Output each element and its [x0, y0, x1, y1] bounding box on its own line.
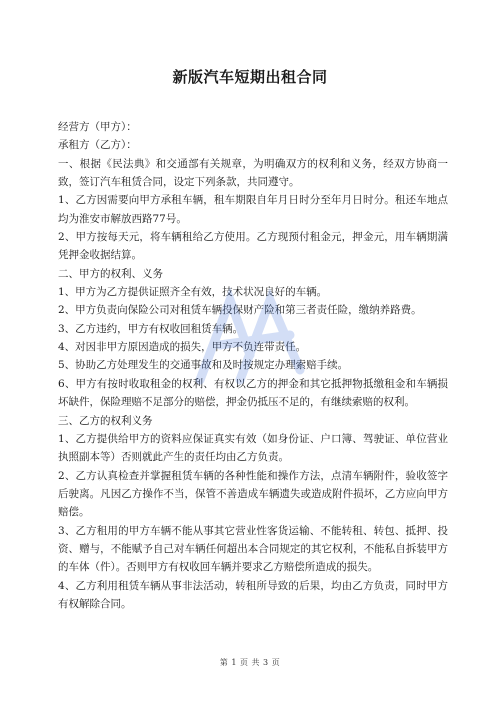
- clause-a-4: 4、对因非甲方原因造成的损失，甲方不负连带责任。: [58, 341, 307, 354]
- clause-a-2: 2、甲方负责向保险公司对租赁车辆投保财产险和第三者责任险，缴纳养路费。: [58, 304, 422, 317]
- contract-body: [58, 118, 448, 613]
- clause-b-1: 1、乙方提供给甲方的资料应保证真实有效（如身份证、户口簿、驾驶证、单位营业执照副本等）否则就此产生的责任均由乙方负责。: [58, 432, 448, 464]
- section-heading-party-a: 二、甲方的权利、义务: [58, 267, 163, 280]
- page-number-footer: 第 1 页 共 3 页: [219, 658, 281, 667]
- clause-intro: 一、根据《民法典》和交通部有关规章，为明确双方的权利和义务，经双方协商一致，签订汽车租赁合同，设定下列条款，共同遵守。: [58, 157, 448, 189]
- party-a-line: 经营方（甲方）：: [58, 121, 137, 133]
- document-title: 新版汽车短期出租合同: [172, 68, 328, 86]
- clause-b-4: 4、乙方利用租赁车辆从事非法活动，转租所导致的后果，均由乙方负责，同时甲方有权解除合同。: [58, 579, 448, 610]
- party-b-line: 承租方（乙方）：: [58, 139, 137, 152]
- clause-a-5: 5、协助乙方处理发生的交通事故和及时按规定办理索赔手续。: [58, 359, 349, 372]
- clause-a-1: 1、甲方为乙方提供证照齐全有效，技术状况良好的车辆。: [58, 286, 328, 299]
- clause-a-6: 6、甲方有按时收取租金的权利、有权以乙方的押金和其它抵押物抵缴租金和车辆损坏缺件，保险理赔不足部分的赔偿，押金仍抵压不足的，有继续索赔的权利。: [58, 377, 448, 409]
- clause-rent-deposit: 2、甲方按每天元，将车辆租给乙方使用。乙方现预付租金元，押金元，用车辆期满凭押金收据结算。: [58, 231, 448, 262]
- clause-rental-period: 1、乙方因需要向甲方承租车辆，租车期限自年月日时分至年月日时分。租还车地点均为淮安市解放西路77号。: [58, 194, 448, 225]
- clause-b-3: 3、乙方租用的甲方车辆不能从事其它营业性客货运输、不能转租、转包、抵押、投资、赠与，不能赋予自己对车辆任何超出本合同规定的其它权利，不能私自拆装甲方的车体（件）。否则甲方有权收回车辆并要求乙方赔偿所造成的损失。: [58, 524, 448, 574]
- clause-a-3: 3、乙方违约，甲方有权收回租赁车辆。: [58, 322, 244, 335]
- section-heading-party-b: 三、乙方的权利义务: [58, 414, 153, 427]
- clause-b-2: 2、乙方认真检查并掌握租赁车辆的各种性能和操作方法，点清车辆附件，验收签字后驶离。凡因乙方操作不当，保管不善造成车辆遗失或造成附件损坏，乙方应向甲方赔偿。: [58, 469, 448, 519]
